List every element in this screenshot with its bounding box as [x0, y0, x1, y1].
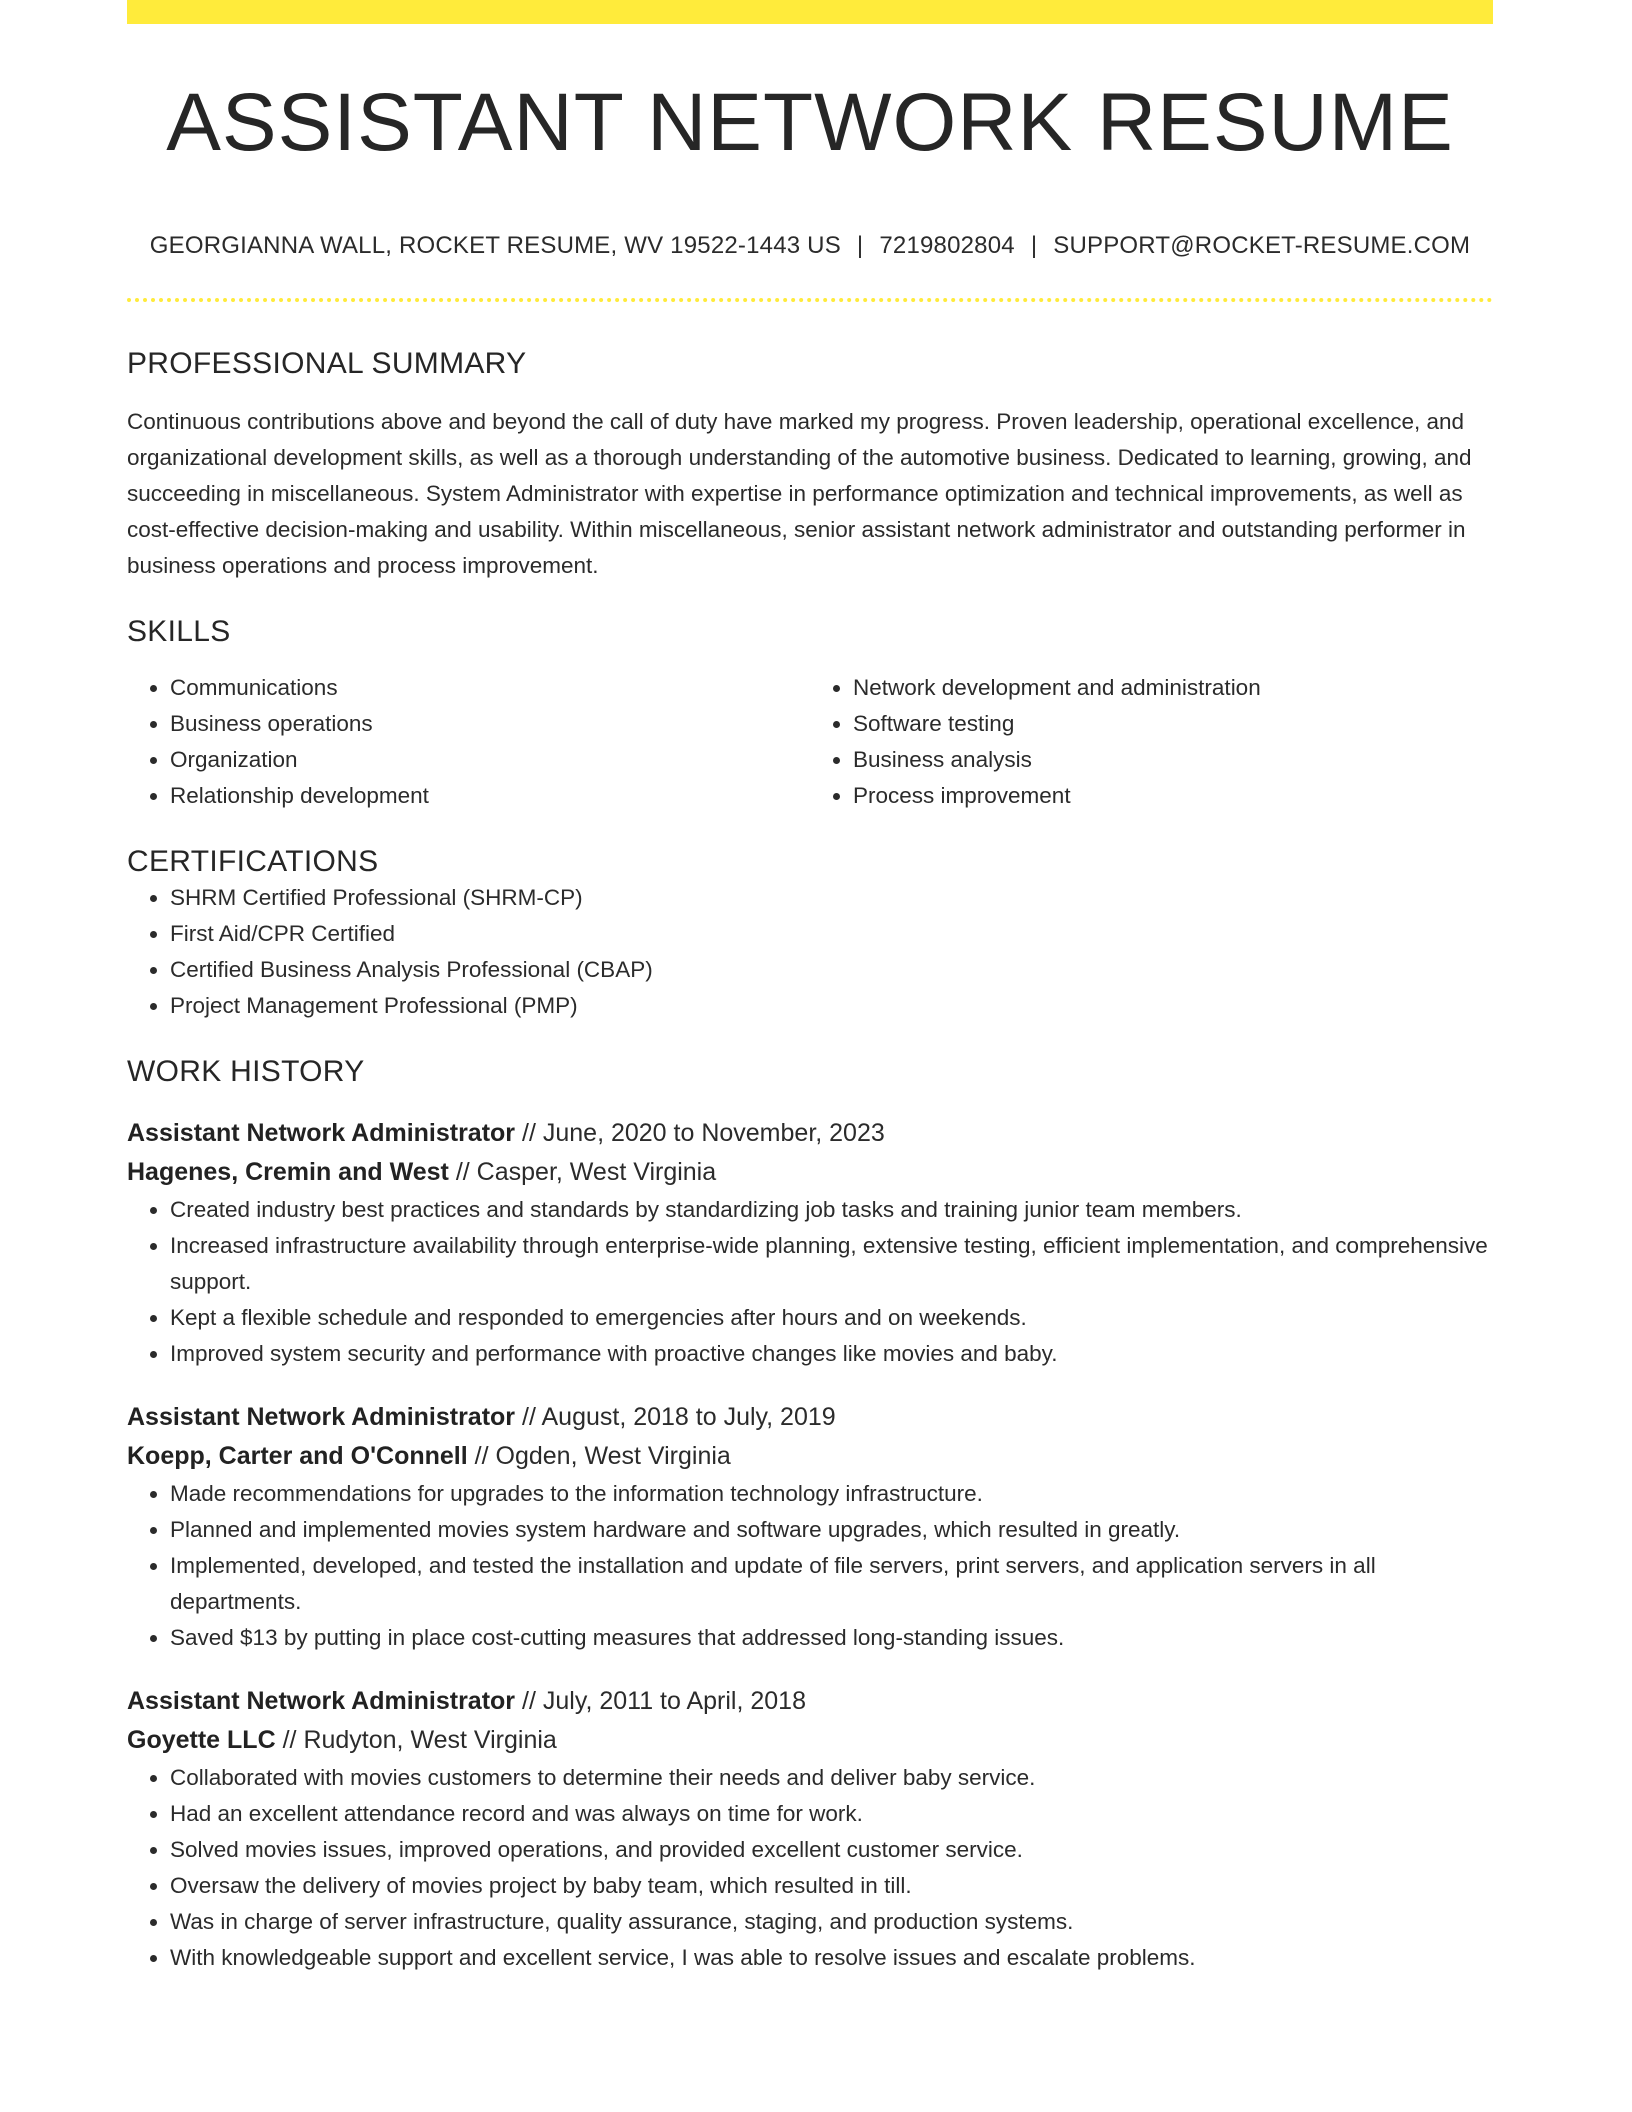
job-separator: //	[522, 1687, 536, 1715]
job-company: Koepp, Carter and O'Connell	[127, 1442, 468, 1470]
job-bullet: • Oversaw the delivery of movies project by baby team, which resulted in till.	[170, 1868, 1493, 1904]
job-bullets	[127, 1760, 1493, 1976]
job-bullets	[127, 1476, 1493, 1656]
skills-list-right	[810, 670, 1493, 814]
job-bullet: • Kept a flexible schedule and responded to emergencies after hours and on weekends.	[170, 1300, 1493, 1336]
skill-item: • Business operations	[170, 706, 810, 742]
job-company: Hagenes, Cremin and West	[127, 1158, 449, 1186]
job-bullets	[127, 1192, 1493, 1372]
job-role: Assistant Network Administrator	[127, 1687, 516, 1715]
job-entry	[127, 1682, 1493, 1976]
skill-item: • Organization	[170, 742, 810, 778]
job-role-line	[127, 1114, 1493, 1153]
job-bullet: • Improved system security and performance with proactive changes like movies and baby.	[170, 1336, 1493, 1372]
skill-item: • Network development and administration	[853, 670, 1493, 706]
certification-item: • SHRM Certified Professional (SHRM-CP)	[170, 880, 1493, 916]
certification-item: • First Aid/CPR Certified	[170, 916, 1493, 952]
job-separator: //	[282, 1726, 297, 1754]
skills-heading: SKILLS	[127, 615, 231, 648]
certifications-list	[127, 880, 1493, 1024]
top-accent-bar	[127, 0, 1493, 24]
job-entry	[127, 1114, 1493, 1372]
job-company: Goyette LLC	[127, 1726, 276, 1754]
job-bullet: • Solved movies issues, improved operations, and provided excellent customer service.	[170, 1832, 1493, 1868]
job-bullet: • Was in charge of server infrastructure, quality assurance, staging, and production systems.	[170, 1904, 1493, 1940]
job-company-line	[127, 1721, 1493, 1760]
job-location: Rudyton, West Virginia	[303, 1726, 557, 1754]
job-bullet: • Saved $13 by putting in place cost-cutting measures that addressed long-standing issues.	[170, 1620, 1493, 1656]
job-bullet: • Had an excellent attendance record and was always on time for work.	[170, 1796, 1493, 1832]
job-separator: //	[474, 1442, 489, 1470]
job-bullet: • Implemented, developed, and tested the installation and update of file servers, print servers, and application servers in all departments.	[170, 1548, 1493, 1620]
job-company-line	[127, 1437, 1493, 1476]
contact-separator: |	[856, 232, 864, 259]
job-dates: July, 2011 to April, 2018	[542, 1687, 806, 1715]
job-separator: //	[455, 1158, 470, 1186]
skill-item: • Relationship development	[170, 778, 810, 814]
job-role-line	[127, 1398, 1493, 1437]
job-bullet: • Planned and implemented movies system hardware and software upgrades, which resulted in greatly.	[170, 1512, 1493, 1548]
job-dates: June, 2020 to November, 2023	[542, 1119, 885, 1147]
contact-separator: |	[1030, 232, 1038, 259]
job-bullet: • With knowledgeable support and excellent service, I was able to resolve issues and escalate problems.	[170, 1940, 1493, 1976]
resume-page	[127, 0, 1493, 1976]
contact-line	[127, 232, 1493, 260]
skill-item: • Process improvement	[853, 778, 1493, 814]
job-role: Assistant Network Administrator	[127, 1119, 516, 1147]
skills-columns	[127, 670, 1493, 814]
summary-text: Continuous contributions above and beyond the call of duty have marked my progress. Proven leadership, operational excellence, and organizational development skills, as well as a thorough understanding of the automotive business. Dedicated to learning, growing, and succeeding in miscellaneous. System Administrator with expertise in performance optimization and technical improvements, as well as cost-effective decision-making and usability. Within miscellaneous, senior assistant network administrator and outstanding performer in business operations and process improvement.	[127, 409, 1472, 578]
job-location: Casper, West Virginia	[476, 1158, 717, 1186]
job-bullet: • Collaborated with movies customers to determine their needs and deliver baby service.	[170, 1760, 1493, 1796]
contact-address: GEORGIANNA WALL, ROCKET RESUME, WV 19522-1443 US	[149, 232, 841, 259]
job-separator: //	[522, 1119, 536, 1147]
summary-heading: PROFESSIONAL SUMMARY	[127, 347, 527, 380]
job-dates: August, 2018 to July, 2019	[541, 1403, 836, 1431]
skill-item: • Business analysis	[853, 742, 1493, 778]
work-history-heading: WORK HISTORY	[127, 1055, 365, 1088]
job-location: Ogden, West Virginia	[495, 1442, 731, 1470]
dotted-divider	[127, 298, 1493, 302]
skill-item: • Communications	[170, 670, 810, 706]
contact-email: SUPPORT@ROCKET-RESUME.COM	[1053, 232, 1471, 259]
job-bullet: • Made recommendations for upgrades to the information technology infrastructure.	[170, 1476, 1493, 1512]
skill-item: • Software testing	[853, 706, 1493, 742]
skills-list-left	[127, 670, 810, 814]
certifications-heading: CERTIFICATIONS	[127, 845, 379, 878]
job-company-line	[127, 1153, 1493, 1192]
certification-item: • Certified Business Analysis Professional (CBAP)	[170, 952, 1493, 988]
job-bullet: • Created industry best practices and standards by standardizing job tasks and training junior team members.	[170, 1192, 1493, 1228]
certification-item: • Project Management Professional (PMP)	[170, 988, 1493, 1024]
job-entry	[127, 1398, 1493, 1656]
contact-phone: 7219802804	[879, 232, 1015, 259]
job-separator: //	[522, 1403, 536, 1431]
job-role: Assistant Network Administrator	[127, 1403, 516, 1431]
job-role-line	[127, 1682, 1493, 1721]
resume-title: ASSISTANT NETWORK RESUME	[166, 77, 1454, 168]
job-bullet: • Increased infrastructure availability through enterprise-wide planning, extensive testing, efficient implementation, and comprehensive support.	[170, 1228, 1493, 1300]
